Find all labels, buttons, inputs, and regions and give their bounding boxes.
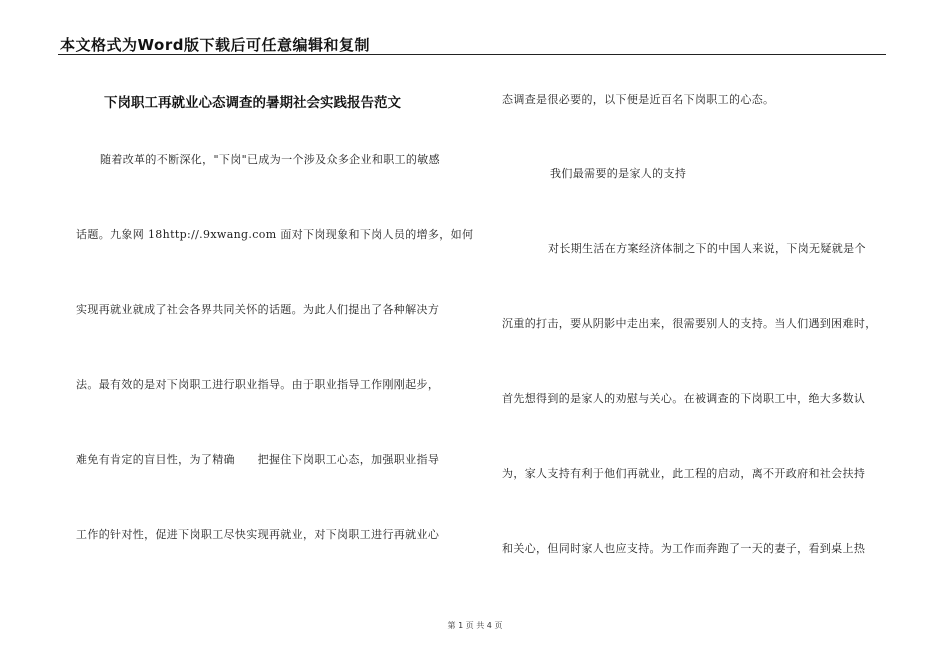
paragraph-line: 法。最有效的是对下岗职工进行职业指导。由于职业指导工作刚刚起步，	[76, 378, 440, 391]
paragraph-line: 随着改革的不断深化，"下岗"已成为一个涉及众多企业和职工的敏感	[100, 153, 440, 166]
section-heading: 我们最需要的是家人的支持	[550, 167, 687, 180]
header-banner: 本文格式为Word版下载后可任意编辑和复制	[60, 36, 370, 54]
paragraph-line: 首先想得到的是家人的劝慰与关心。在被调查的下岗职工中，绝大多数认	[502, 392, 866, 405]
paragraph-line: 话题。九象网 18http://.9xwang.com 面对下岗现象和下岗人员的增多，如何	[76, 228, 474, 241]
header-divider	[58, 54, 886, 55]
page-footer: 第 1 页 共 4 页	[447, 621, 503, 630]
paragraph-line: 工作的针对性，促进下岗职工尽快实现再就业，对下岗职工进行再就业心	[76, 528, 440, 541]
paragraph-line: 态调查是很必要的，以下便是近百名下岗职工的心态。	[502, 93, 775, 106]
paragraph-line: 对长期生活在方案经济体制之下的中国人来说，下岗无疑就是个	[548, 242, 866, 255]
paragraph-line: 实现再就业就成了社会各界共同关怀的话题。为此人们提出了各种解决方	[76, 303, 440, 316]
paragraph-line: 沉重的打击，要从阴影中走出来，很需要别人的支持。当人们遇到困难时，	[502, 317, 877, 330]
paragraph-line: 难免有肯定的盲目性，为了精确 把握住下岗职工心态，加强职业指导	[76, 453, 440, 466]
document-title: 下岗职工再就业心态调查的暑期社会实践报告范文	[104, 95, 401, 111]
paragraph-line: 和关心，但同时家人也应支持。为工作而奔跑了一天的妻子，看到桌上热	[502, 542, 866, 555]
paragraph-line: 为，家人支持有利于他们再就业，此工程的启动，离不开政府和社会扶持	[502, 467, 866, 480]
